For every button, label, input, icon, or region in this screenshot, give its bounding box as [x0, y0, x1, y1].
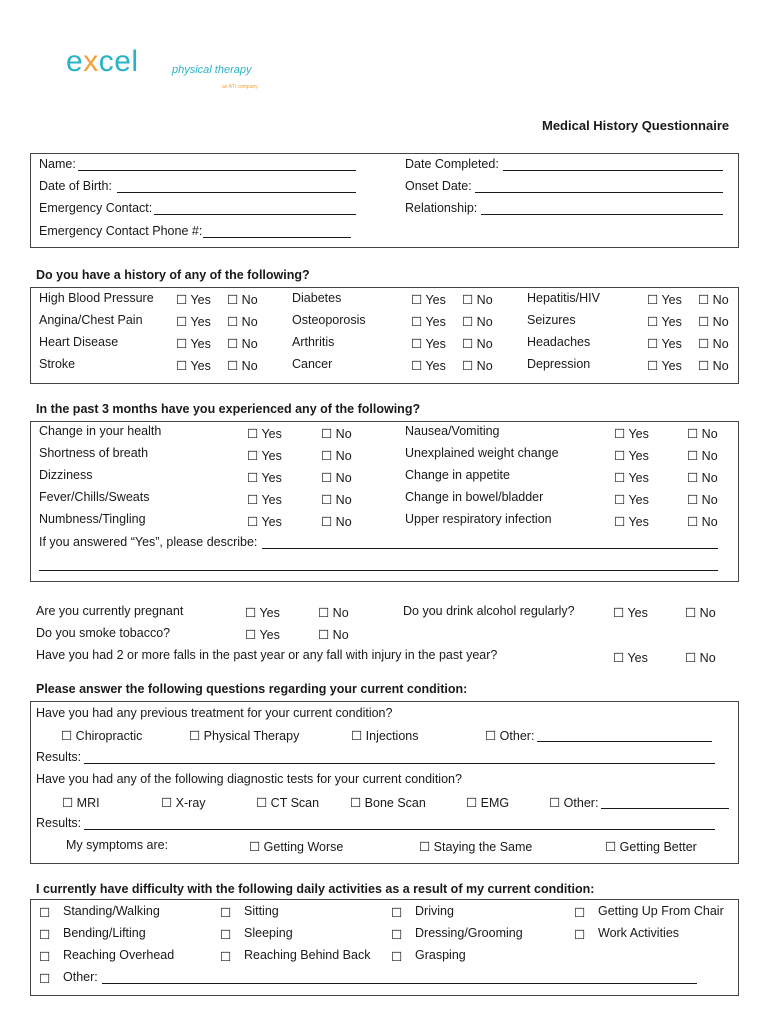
no-checkbox[interactable]: ☐ No	[227, 315, 258, 329]
history-item: Depression	[527, 357, 591, 371]
logo	[66, 45, 139, 79]
activity-item: Dressing/Grooming	[415, 926, 523, 940]
history-item: Arthritis	[292, 335, 335, 349]
no-checkbox[interactable]: ☐ No	[321, 493, 352, 507]
history-item: Seizures	[527, 313, 576, 327]
activity-checkbox[interactable]: ☐	[574, 928, 586, 942]
activity-item: Sleeping	[244, 926, 293, 940]
treatment-option[interactable]: ☐ Injections	[351, 729, 419, 743]
history-item: Headaches	[527, 335, 591, 349]
activities-heading: I currently have difficulty with the following daily activities as a result of my current condition:	[36, 882, 595, 896]
yes-checkbox[interactable]: ☐ Yes	[247, 515, 282, 529]
name-label: Name:	[39, 157, 76, 171]
results-field[interactable]	[84, 763, 715, 764]
symptom-item: Dizziness	[39, 468, 93, 482]
no-checkbox[interactable]: ☐ No	[318, 606, 349, 620]
yes-checkbox[interactable]: ☐ Yes	[411, 293, 446, 307]
activity-item: Work Activities	[598, 926, 680, 940]
activity-other-label: Other:	[63, 970, 98, 984]
condition-heading: Please answer the following questions regarding your current condition:	[36, 682, 468, 696]
yes-checkbox[interactable]: ☐ Yes	[613, 651, 648, 665]
yes-checkbox[interactable]: ☐ Yes	[647, 315, 682, 329]
yes-checkbox[interactable]: ☐ Yes	[647, 359, 682, 373]
logo-text-right: cel	[98, 45, 139, 78]
no-checkbox[interactable]: ☐ No	[321, 515, 352, 529]
treatment-other-field[interactable]	[537, 741, 712, 742]
symptom-option[interactable]: ☐ Staying the Same	[419, 840, 533, 854]
relationship-label: Relationship:	[405, 201, 478, 215]
activity-other-field[interactable]	[102, 983, 697, 984]
history-item: Diabetes	[292, 291, 342, 305]
no-checkbox[interactable]: ☐ No	[462, 337, 493, 351]
symptom-item: Unexplained weight change	[405, 446, 559, 460]
alcohol-label: Do you drink alcohol regularly?	[403, 604, 575, 618]
logo-small: an ATI company	[222, 84, 258, 90]
no-checkbox[interactable]: ☐ No	[227, 293, 258, 307]
yes-checkbox[interactable]: ☐ Yes	[614, 427, 649, 441]
activity-checkbox[interactable]: ☐	[220, 928, 232, 942]
no-checkbox[interactable]: ☐ No	[227, 359, 258, 373]
onset-date-field[interactable]	[475, 192, 723, 193]
pregnant-label: Are you currently pregnant	[36, 604, 184, 618]
no-checkbox[interactable]: ☐ No	[698, 293, 729, 307]
no-checkbox[interactable]: ☐ No	[227, 337, 258, 351]
test-option[interactable]: ☐ Bone Scan	[350, 796, 426, 810]
date-completed-field[interactable]	[503, 170, 723, 171]
describe-label: If you answered “Yes”, please describe:	[39, 535, 258, 549]
history-heading: Do you have a history of any of the following?	[36, 268, 310, 282]
emergency-phone-label: Emergency Contact Phone #:	[39, 224, 203, 238]
history-item: Hepatitis/HIV	[527, 291, 600, 305]
activity-item: Sitting	[244, 904, 279, 918]
date-completed-label: Date Completed:	[405, 157, 499, 171]
activity-item: Bending/Lifting	[63, 926, 146, 940]
symptom-item: Upper respiratory infection	[405, 512, 552, 526]
no-checkbox[interactable]: ☐ No	[321, 449, 352, 463]
activity-checkbox[interactable]: ☐	[39, 928, 51, 942]
emergency-contact-label: Emergency Contact:	[39, 201, 153, 215]
no-checkbox[interactable]: ☐ No	[698, 337, 729, 351]
no-checkbox[interactable]: ☐ No	[687, 449, 718, 463]
no-checkbox[interactable]: ☐ No	[318, 628, 349, 642]
test-option[interactable]: ☐ CT Scan	[256, 796, 320, 810]
smoke-label: Do you smoke tobacco?	[36, 626, 171, 640]
activity-item: Grasping	[415, 948, 466, 962]
history-item: Cancer	[292, 357, 333, 371]
no-checkbox[interactable]: ☐ No	[462, 315, 493, 329]
no-checkbox[interactable]: ☐ No	[698, 315, 729, 329]
no-checkbox[interactable]: ☐ No	[687, 493, 718, 507]
activity-item: Standing/Walking	[63, 904, 160, 918]
logo-tagline: physical therapy	[172, 64, 252, 76]
symptom-item: Fever/Chills/Sweats	[39, 490, 150, 504]
history-item: Heart Disease	[39, 335, 119, 349]
results-label: Results:	[36, 816, 82, 830]
yes-checkbox[interactable]: ☐ Yes	[614, 493, 649, 507]
activity-checkbox[interactable]: ☐	[574, 906, 586, 920]
yes-checkbox[interactable]: ☐ Yes	[411, 315, 446, 329]
yes-checkbox[interactable]: ☐ Yes	[614, 515, 649, 529]
no-checkbox[interactable]: ☐ No	[462, 293, 493, 307]
activity-checkbox[interactable]: ☐	[391, 950, 403, 964]
results-label: Results:	[36, 750, 82, 764]
falls-label: Have you had 2 or more falls in the past year or any fall with injury in the past year?	[36, 648, 498, 662]
yes-checkbox[interactable]: ☐ Yes	[411, 337, 446, 351]
symptom-item: Numbness/Tingling	[39, 512, 146, 526]
activity-item: Driving	[415, 904, 454, 918]
symptoms-label: My symptoms are:	[66, 838, 169, 852]
treatment-option[interactable]: ☐ Other:	[485, 729, 535, 743]
yes-checkbox[interactable]: ☐ Yes	[247, 471, 282, 485]
activity-checkbox[interactable]: ☐	[220, 906, 232, 920]
activity-checkbox[interactable]: ☐	[220, 950, 232, 964]
activity-checkbox[interactable]: ☐	[39, 906, 51, 920]
activity-checkbox[interactable]: ☐	[39, 950, 51, 964]
name-field[interactable]	[78, 170, 356, 171]
prev-treatment-label: Have you had any previous treatment for your current condition?	[36, 706, 393, 720]
treatment-option[interactable]: ☐ Chiropractic	[61, 729, 143, 743]
activity-checkbox[interactable]: ☐	[39, 972, 51, 986]
yes-checkbox[interactable]: ☐ Yes	[614, 449, 649, 463]
no-checkbox[interactable]: ☐ No	[321, 427, 352, 441]
symptom-item: Change in bowel/bladder	[405, 490, 544, 504]
describe-field[interactable]	[262, 548, 718, 549]
activity-item: Getting Up From Chair	[598, 904, 724, 918]
test-other-field[interactable]	[601, 808, 729, 809]
describe-field-2[interactable]	[39, 570, 718, 571]
symptom-item: Change in appetite	[405, 468, 510, 482]
diag-tests-label: Have you had any of the following diagnostic tests for your current condition?	[36, 772, 462, 786]
past3-heading: In the past 3 months have you experienced any of the following?	[36, 402, 421, 416]
symptom-option[interactable]: ☐ Getting Worse	[249, 840, 344, 854]
logo-text-x: x	[83, 45, 99, 78]
no-checkbox[interactable]: ☐ No	[685, 606, 716, 620]
no-checkbox[interactable]: ☐ No	[685, 651, 716, 665]
yes-checkbox[interactable]: ☐ Yes	[247, 493, 282, 507]
test-option[interactable]: ☐ MRI	[62, 796, 100, 810]
yes-checkbox[interactable]: ☐ Yes	[176, 315, 211, 329]
activity-checkbox[interactable]: ☐	[391, 928, 403, 942]
no-checkbox[interactable]: ☐ No	[698, 359, 729, 373]
dob-label: Date of Birth:	[39, 179, 112, 193]
no-checkbox[interactable]: ☐ No	[321, 471, 352, 485]
activity-checkbox[interactable]: ☐	[391, 906, 403, 920]
test-option[interactable]: ☐ Other:	[549, 796, 599, 810]
symptom-item: Shortness of breath	[39, 446, 149, 460]
test-option[interactable]: ☐ EMG	[466, 796, 510, 810]
symptom-item: Change in your health	[39, 424, 162, 438]
symptom-option[interactable]: ☐ Getting Better	[605, 840, 697, 854]
no-checkbox[interactable]: ☐ No	[687, 515, 718, 529]
yes-checkbox[interactable]: ☐ Yes	[245, 628, 280, 642]
yes-checkbox[interactable]: ☐ Yes	[647, 293, 682, 307]
yes-checkbox[interactable]: ☐ Yes	[247, 427, 282, 441]
emergency-phone-field[interactable]	[203, 237, 351, 238]
history-item: Osteoporosis	[292, 313, 366, 327]
history-item: Angina/Chest Pain	[39, 313, 143, 327]
relationship-field[interactable]	[481, 214, 723, 215]
yes-checkbox[interactable]: ☐ Yes	[613, 606, 648, 620]
yes-checkbox[interactable]: ☐ Yes	[647, 337, 682, 351]
yes-checkbox[interactable]: ☐ Yes	[614, 471, 649, 485]
logo-text-left: e	[66, 45, 84, 78]
treatment-option[interactable]: ☐ Physical Therapy	[189, 729, 300, 743]
onset-date-label: Onset Date:	[405, 179, 472, 193]
yes-checkbox[interactable]: ☐ Yes	[176, 293, 211, 307]
history-item: High Blood Pressure	[39, 291, 154, 305]
no-checkbox[interactable]: ☐ No	[687, 427, 718, 441]
results-field-2[interactable]	[84, 829, 715, 830]
dob-field[interactable]	[117, 192, 356, 193]
no-checkbox[interactable]: ☐ No	[462, 359, 493, 373]
no-checkbox[interactable]: ☐ No	[687, 471, 718, 485]
history-item: Stroke	[39, 357, 76, 371]
symptom-item: Nausea/Vomiting	[405, 424, 500, 438]
yes-checkbox[interactable]: ☐ Yes	[176, 359, 211, 373]
yes-checkbox[interactable]: ☐ Yes	[411, 359, 446, 373]
yes-checkbox[interactable]: ☐ Yes	[245, 606, 280, 620]
page-title: Medical History Questionnaire	[542, 118, 730, 133]
yes-checkbox[interactable]: ☐ Yes	[247, 449, 282, 463]
emergency-contact-field[interactable]	[154, 214, 356, 215]
activity-item: Reaching Behind Back	[244, 948, 371, 962]
activity-item: Reaching Overhead	[63, 948, 175, 962]
yes-checkbox[interactable]: ☐ Yes	[176, 337, 211, 351]
test-option[interactable]: ☐ X-ray	[161, 796, 206, 810]
